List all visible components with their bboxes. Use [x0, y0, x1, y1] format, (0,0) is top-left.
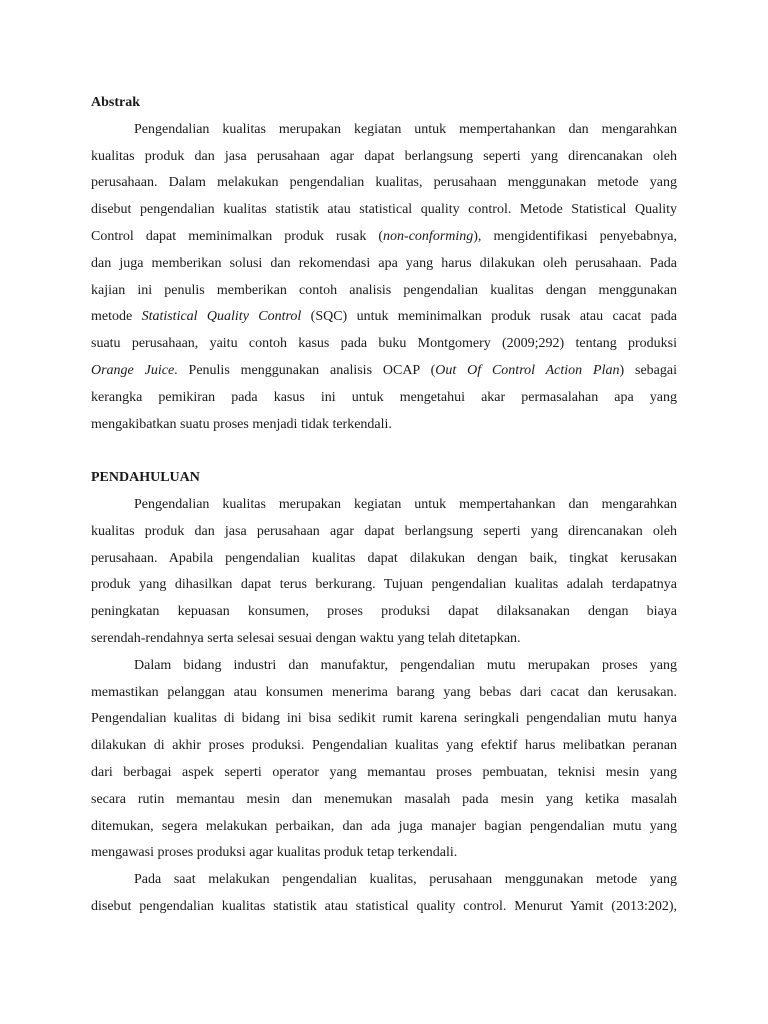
text-line: kualitas produk dan jasa perusahaan agar dapat berlangsung seperti yang direncanakan oleh	[91, 148, 677, 164]
introduction-heading: PENDAHULUAN	[91, 470, 200, 486]
introduction-paragraph-3	[91, 867, 677, 921]
text-line: suatu perusahaan, yaitu contoh kasus pada buku Montgomery (2009;292) tentang produksi	[91, 336, 677, 352]
text-line: Dalam bidang industri dan manufaktur, pengendalian mutu merupakan proses yang	[134, 657, 677, 673]
text-line: secara rutin memantau mesin dan menemukan masalah pada mesin yang ketika masalah	[91, 791, 677, 807]
text-line: perusahaan. Dalam melakukan pengendalian kualitas, perusahaan menggunakan metode yang	[91, 175, 677, 191]
text-line: Pada saat melakukan pengendalian kualitas, perusahaan menggunakan metode yang	[134, 872, 677, 888]
text-line: ditemukan, segera melakukan perbaikan, dan ada juga manajer bagian pengendalian mutu yang	[91, 818, 677, 834]
text-line: disebut pengendalian kualitas statistik atau statistical quality control. Menurut Yamit (2013:202),	[91, 898, 677, 914]
text-line: mengakibatkan suatu proses menjadi tidak terkendali.	[91, 416, 392, 432]
text-line: peningkatan kepuasan konsumen, proses produksi dapat dilaksanakan dengan biaya	[91, 604, 677, 620]
abstract-paragraph	[91, 117, 677, 439]
text-line: Orange Juice. Penulis menggunakan analisis OCAP (Out Of Control Action Plan) sebagai	[91, 362, 677, 378]
italic-term: Orange Juice	[91, 362, 175, 378]
text-line: kerangka pemikiran pada kasus ini untuk mengetahui akar permasalahan apa yang	[91, 389, 677, 405]
text-line: produk yang dihasilkan dapat terus berkurang. Tujuan pengendalian kualitas adalah terdapatnya	[91, 577, 677, 593]
text-line: serendah-rendahnya serta selesai sesuai dengan waktu yang telah ditetapkan.	[91, 630, 521, 646]
text-line: metode Statistical Quality Control (SQC) untuk meminimalkan produk rusak atau cacat pada	[91, 309, 677, 325]
text-line: kualitas produk dan jasa perusahaan agar dapat berlangsung seperti yang direncanakan oleh	[91, 523, 677, 539]
text-line: dilakukan di akhir proses produksi. Pengendalian kualitas yang efektif harus melibatkan peranan	[91, 738, 677, 754]
text-line: memastikan pelanggan atau konsumen menerima barang yang bebas dari cacat dan kerusakan.	[91, 684, 677, 700]
abstract-heading: Abstrak	[91, 95, 141, 110]
document-page	[91, 90, 677, 921]
introduction-paragraph-1	[91, 492, 677, 653]
italic-term: Statistical Quality Control	[141, 309, 302, 325]
text-line: Control dapat meminimalkan produk rusak (non-conforming), mengidentifikasi penyebabnya,	[91, 228, 677, 244]
italic-term: Out Of Control Action Plan	[435, 362, 620, 378]
text-line: disebut pengendalian kualitas statistik atau statistical quality control. Metode Statistical Quality	[91, 202, 677, 218]
introduction-paragraph-2	[91, 653, 677, 867]
text-line: kajian ini penulis memberikan contoh analisis pengendalian kualitas dengan menggunakan	[91, 282, 677, 298]
text-line: dari berbagai aspek seperti operator yang memantau proses pembuatan, teknisi mesin yang	[91, 764, 677, 780]
text-line: perusahaan. Apabila pengendalian kualitas dapat dilakukan dengan baik, tingkat kerusakan	[91, 550, 677, 566]
text-line: mengawasi proses produksi agar kualitas produk tetap terkendali.	[91, 845, 458, 861]
italic-term: non-conforming	[383, 228, 474, 244]
text-line: Pengendalian kualitas merupakan kegiatan untuk mempertahankan dan mengarahkan	[134, 496, 677, 512]
text-line: dan juga memberikan solusi dan rekomendasi apa yang harus dilakukan oleh perusahaan. Pada	[91, 255, 677, 271]
text-line: Pengendalian kualitas merupakan kegiatan untuk mempertahankan dan mengarahkan	[134, 121, 677, 137]
text-line: Pengendalian kualitas di bidang ini bisa sedikit rumit karena seringkali pengendalian mutu hanya	[91, 711, 677, 727]
